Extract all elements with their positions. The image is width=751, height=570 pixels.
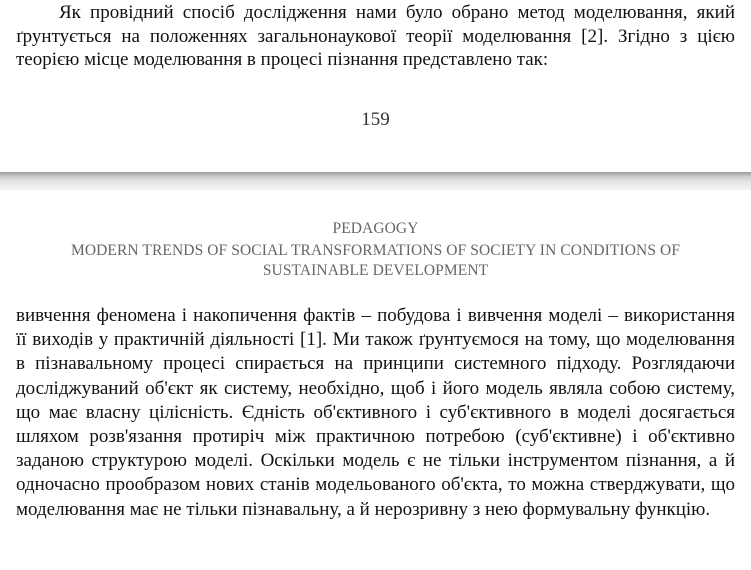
page-number: 159 — [361, 109, 390, 130]
body-paragraph: вивчення феномена і накопичення фактів – побудова і вивчення моделі – використання її виходів у практичній діяльності [1]. Ми також ґрунтуємося на тому, що моделювання в пізнавальному процесі спирається на принципи системного підходу. Розглядаючи досліджуваний об'єкт як систему, необхідно, щоб і його модель являла собою систему, що має власну цілісність. Єдність об'єктивного і суб'єктивного в моделі досягається шляхом розв'язання протиріч між практичною потребою (суб'єктивне) і об'єктивно заданою структурою моделі. Оскільки модель є не тільки інструментом пізнання, а й одночасно прообразом нових станів модельованого об'єкта, то можна стверджувати, що моделювання має не тільки пізнавальну, а й нерозривну з нею формувальну функцію. — [16, 305, 735, 520]
running-head-section: PEDAGOGY — [332, 220, 419, 237]
top-paragraph: Як провідний спосіб дослідження нами було обрано метод моделювання, який ґрунтується на положеннях загальнонаукової теорії моделювання [2]. Згідно з цією теорією місце моделювання в процесі пізнання представлено так: — [16, 2, 735, 70]
page-separator — [0, 172, 751, 190]
running-head-title: MODERN TRENDS OF SOCIAL TRANSFORMATIONS OF SOCIETY IN CONDITIONS OF SUSTAINABLE DEVELOPMENT — [70, 242, 681, 279]
